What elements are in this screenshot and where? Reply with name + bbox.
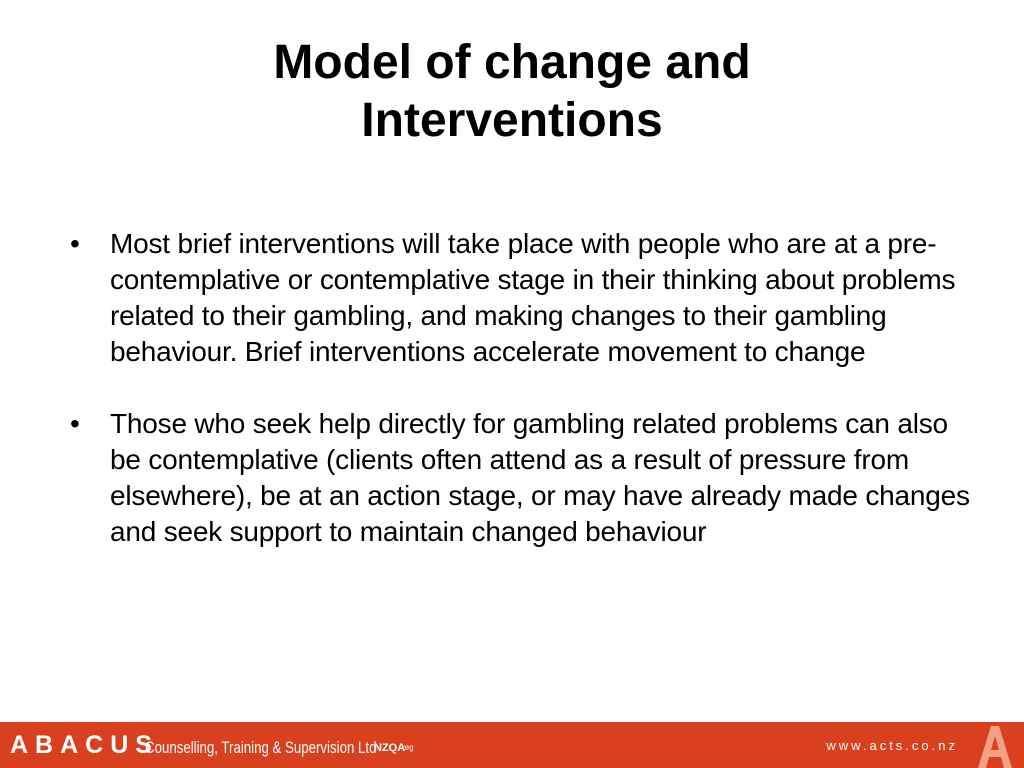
footer-nzqa: NZQA xyxy=(374,742,406,754)
bullet-text: Those who seek help directly for gambling related problems can also be contemplative (clients often attend as a result of pressure from elsewhere), be at an action stage, or may have already made changes and seek support to maintain changed behaviour xyxy=(110,408,970,547)
footer-website: www.acts.co.nz xyxy=(826,738,958,753)
bullet-marker: • xyxy=(70,228,80,259)
slide-title-line-2: Interventions xyxy=(361,94,663,147)
bullet-item xyxy=(70,226,980,370)
logo-a-shape xyxy=(978,726,1012,768)
footer-tagline: Counselling, Training & Supervision Ltd xyxy=(145,738,377,757)
bullet-item xyxy=(70,406,980,550)
footer-reg: reg xyxy=(402,743,414,752)
slide-title-line-1: Model of change and xyxy=(273,36,751,89)
abacus-a-logo-icon xyxy=(974,722,1016,768)
slide-title xyxy=(112,34,912,150)
bullet-marker: • xyxy=(70,408,80,439)
bullet-list xyxy=(70,226,980,586)
bullet-text: Most brief interventions will take place with people who are at a pre-contemplative or contemplative stage in their thinking about problems related to their gambling, and making changes to their gambling behaviour. Brief interventions accelerate movement to change xyxy=(110,228,956,367)
footer-bar xyxy=(0,722,1024,768)
footer-brand: ABACUS xyxy=(10,731,159,759)
